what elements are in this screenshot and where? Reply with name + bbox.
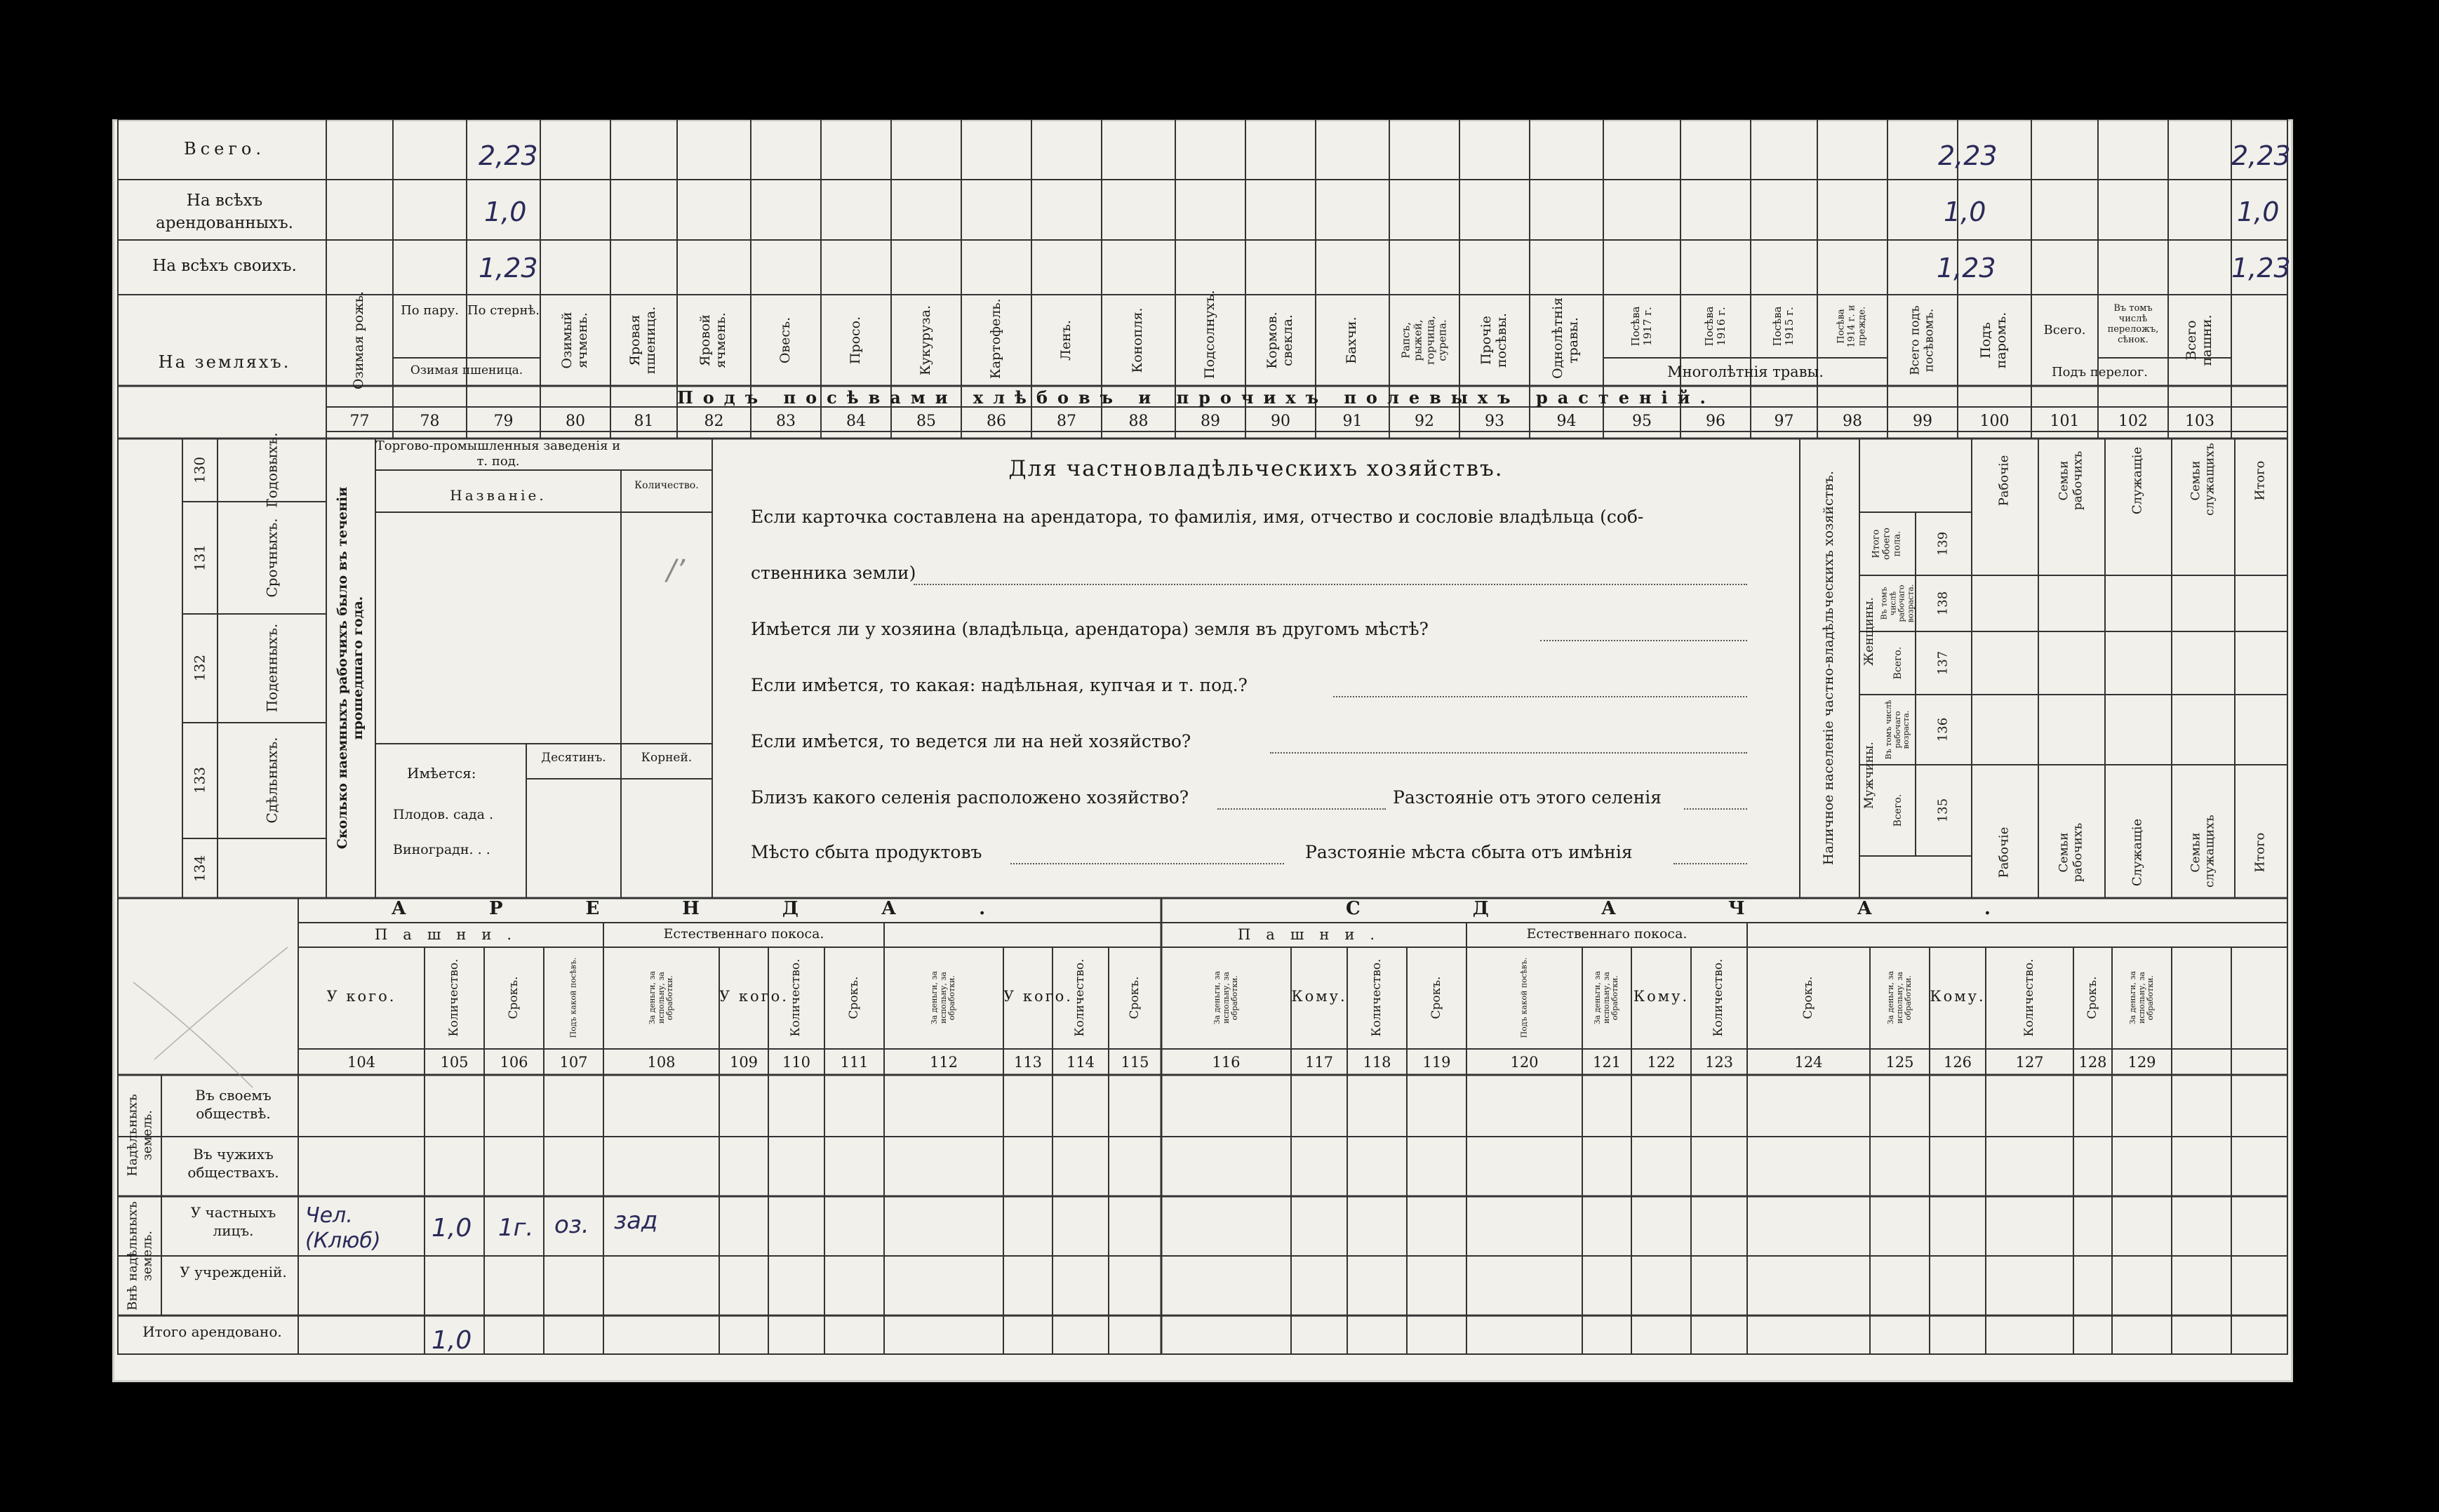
lease-header-from_whom: У кого. bbox=[326, 988, 396, 1005]
lease-header-term: Срокъ. bbox=[1127, 976, 1142, 1019]
lease-col-num: 109 bbox=[729, 1054, 759, 1071]
lease-col-num: 119 bbox=[1422, 1054, 1451, 1071]
orchard-label: Плодов. сада . bbox=[393, 807, 494, 822]
pop-n139: 139 bbox=[1935, 531, 1951, 556]
crop-col-num: 92 bbox=[1415, 413, 1434, 430]
hdr-c93: Прочіе посѣвы. bbox=[1478, 312, 1509, 368]
crop-col-num: 86 bbox=[987, 413, 1006, 430]
lease-header-to_whom: Кому. bbox=[1291, 988, 1347, 1005]
lease-header-term: Срокъ. bbox=[506, 976, 521, 1019]
hdr-c92: Рапсъ, рыжей, горчица, сурепа. bbox=[1399, 316, 1449, 365]
num-130: 130 bbox=[191, 456, 208, 484]
row-label-total: Всего. bbox=[184, 139, 265, 159]
pop-n137: 137 bbox=[1935, 650, 1951, 676]
lease-col-num: 111 bbox=[840, 1054, 869, 1071]
crop-col-num: 101 bbox=[2050, 413, 2080, 430]
hdr-c85: Кукуруза. bbox=[918, 305, 934, 376]
orchard-has: Имѣется: bbox=[407, 765, 476, 782]
num-132: 132 bbox=[191, 654, 208, 682]
crop-col-num: 79 bbox=[493, 413, 514, 430]
crop-col-num: 99 bbox=[1913, 413, 1932, 430]
label-131: Срочныхъ. bbox=[263, 518, 281, 598]
hdr-c94: Однолѣтнія травы. bbox=[1550, 297, 1581, 379]
crop-col-num: 103 bbox=[2185, 413, 2214, 430]
private-line-3: Имѣется ли у хозяина (владѣльца, арендатора) земля въ другомъ мѣстѣ? bbox=[751, 619, 1429, 639]
hw-lease-payment: зад bbox=[614, 1207, 658, 1235]
lease-header-payment: За деньги, за испольну, за обработки. bbox=[930, 970, 957, 1025]
hw-own-79: 1,23 bbox=[479, 253, 538, 283]
hdr-winter-wheat: Озимая пшеница. bbox=[410, 363, 523, 377]
lease-header-to_whom: Кому. bbox=[1633, 988, 1690, 1005]
lease-header-payment: За деньги, за испольну, за обработки. bbox=[1212, 970, 1239, 1025]
crop-col-num: 102 bbox=[2118, 413, 2148, 430]
hdr-c101: Всего. bbox=[2043, 323, 2086, 337]
row-institutions: У учрежденій. bbox=[180, 1264, 287, 1280]
lease-col-num: 124 bbox=[1794, 1054, 1823, 1071]
num-133: 133 bbox=[191, 766, 208, 794]
private-line-5: Если имѣется, то ведется ли на ней хозяйство? bbox=[751, 731, 1191, 751]
pop-women-working: Въ томъ числѣ рабочаго возраста. bbox=[1879, 584, 1916, 623]
sowing-band-title: Подъ посѣвами хлѣбовъ и прочихъ полевыхъ растеній. bbox=[677, 387, 1716, 408]
private-line-1: Если карточка составлена на арендатора, то фамилія, имя, отчество и сословіе владѣльца (соб- bbox=[751, 507, 1644, 527]
row-label-lands: На земляхъ. bbox=[158, 352, 291, 372]
lease-col-num: 118 bbox=[1363, 1054, 1391, 1071]
private-line-7a: Мѣсто сбыта продуктовъ bbox=[751, 842, 982, 862]
crop-col-num: 93 bbox=[1485, 413, 1504, 430]
crop-col-num: 97 bbox=[1774, 413, 1794, 430]
lease-col-num: 107 bbox=[559, 1054, 588, 1071]
row-own-society: Въ своемъ обществѣ. bbox=[195, 1087, 272, 1122]
lease-header-qty: Количество. bbox=[2022, 958, 2036, 1037]
hdr-c88: Конопля. bbox=[1130, 307, 1146, 373]
lease-col-num: 120 bbox=[1510, 1054, 1539, 1071]
row-non-allotment: Внѣ надѣльныхъ земель. bbox=[125, 1201, 154, 1311]
hdr-c91: Бахчи. bbox=[1344, 316, 1360, 364]
row-label-rented: На всѣхъ арендованныхъ. bbox=[156, 192, 293, 233]
hdr-c99: Всего подъ посѣвомъ. bbox=[1908, 305, 1936, 375]
hw-lease-from-whom: Чел. (Клюб) bbox=[305, 1203, 381, 1253]
hw-lease-term: 1г. bbox=[498, 1214, 534, 1242]
lease-header-payment: За деньги, за испольну, за обработки. bbox=[647, 970, 674, 1025]
num-134: 134 bbox=[191, 855, 208, 883]
hw-total-99: 2,23 bbox=[1938, 140, 1998, 171]
lease-col-num: 117 bbox=[1304, 1054, 1334, 1071]
crop-col-num: 78 bbox=[420, 413, 440, 430]
sdacha-hay: Естественнаго покоса. bbox=[1526, 926, 1688, 942]
private-title: Для частновладѣльческихъ хозяйствъ. bbox=[1008, 456, 1504, 481]
lease-header-qty: Количество. bbox=[446, 958, 461, 1037]
lease-header-from_whom: У кого. bbox=[719, 988, 789, 1005]
crop-col-num: 81 bbox=[634, 413, 654, 430]
pop-men-working: Въ томъ числѣ рабочаго возраста. bbox=[1884, 700, 1911, 760]
lease-col-num: 104 bbox=[347, 1054, 376, 1071]
label-133: Сдѣльныхъ. bbox=[263, 737, 281, 824]
hdr-perennial: Многолѣтнія травы. bbox=[1667, 363, 1824, 380]
lease-header-sowing: Подъ какой посѣвъ. bbox=[568, 957, 578, 1038]
crop-col-num: 98 bbox=[1843, 413, 1862, 430]
census-card-sheet: Всего. На всѣхъ арендованныхъ. На всѣхъ своихъ. На земляхъ. 2,23 1,0 1,23 2,23 1,0 1,23 2,23 1,0 1,23 Озимая рожь. По пару. По стернѣ. Озимая пшеница. Озимый ячмень. Яровая пшеница. Яровой ячмень. Овесъ. Просо. Кукуруза. Картофель. Ленъ. Конопля. Подсолнухъ. Кормов. свекла. Бахчи. Рапсъ, рыжей, горчица, сурепа. Прочіе посѣвы. Однолѣтнія травы. Посѣва 1917 г. Посѣва 1916 г. Посѣва 1915 г. Посѣва 1914 г. и прежде. Многолѣтнія травы. Всего подъ посѣвомъ. Подъ паромъ. Всего. Въ томъ числѣ переложъ, сѣнок. Подъ перелог. Всего пашни. Подъ посѣвами хлѣбовъ и прочихъ полевыхъ растеній. 77 78 79 80 81 82 83 84 85 86 87 88 89 90 91 92 93 94 95 96 97 98 99 100 101 102 103 130 Годовыхъ. 131 Срочныхъ. 132 Поденныхъ. 133 Сдѣльныхъ. 134 Сколько наемныхъ рабочихъ было въ теченіи прошедшаго года. Торгово-промышленныя заведенія и т. под. Названіе. Количество. Имѣется: Десятинъ. Корней. Плодов. сада . Виноградн. . . Для частновладѣльческихъ хозяйствъ. Если карточка составлена на арендатора, то фамилія, имя, отчество и сословіе владѣльца (соб- ственника земли) Имѣется ли у хозяина (владѣльца, арендатора) земля въ другомъ мѣстѣ? Если имѣется, то какая: надѣльная, купчая и т. под.? Если имѣется, то ведется ли на ней хозяйство? Близъ какого селенія расположено хозяйство? Разстояніе отъ этого селенія Мѣсто сбыта продуктовъ Разстояніе мѣста сбыта отъ имѣнія /’ Наличное населеніе частно-владѣльческихъ хозяйствъ. Итого обоего пола. 139 Женщины. Въ томъ числѣ рабочаго возраста. 138 Всего. 137 Мужчины. Въ томъ числѣ рабочаго возраста. 136 Всего. 135 Рабочіе Семьи рабочихъ Служащіе Семьи служащихъ Итого Рабочіе Семьи рабочихъ Служащіе Семьи служащихъ Итого АРЕНДА. СДАЧА. Пашни. Естественнаго покоса. Пашни. Естественнаго покоса. У кого. Количество. Срокъ. Подъ какой посѣвъ. За деньги, за испольну, за обработки. У кого. Количество. Срокъ. За деньги, за испольну, за обработки. У кого. Количество. Срокъ. За деньги, за испольну, за обработки. Кому. Количество. Срокъ. Подъ какой посѣвъ. За деньги, за испольну, за обработки. Кому. Количество. Срокъ. За деньги, за испольну, за обработки. Кому. Количество. Срокъ. За деньги, за испольну, за обработки. 104 105 106 107 108 109 110 111 112 113 114 115 116 117 118 119 120 121 122 123 124 125 126 127 128 129 Надѣльныхъ земель. Внѣ надѣльныхъ земель. Въ своемъ обществѣ. Въ чужихъ обществахъ. У частныхъ лицъ. У учрежденій. Итого арендовано. Чел. (Клюб) 1,0 1г. оз. зад 1,0 bbox=[112, 119, 2293, 1382]
pop-workers-top: Рабочіе bbox=[1996, 455, 2012, 507]
lease-col-num: 108 bbox=[647, 1054, 676, 1071]
row-private-persons: У частныхъ лицъ. bbox=[190, 1204, 276, 1239]
crop-col-num: 77 bbox=[349, 413, 370, 430]
lease-header-sowing: Подъ какой посѣвъ. bbox=[1519, 957, 1529, 1038]
private-line-6b: Разстояніе отъ этого селенія bbox=[1393, 787, 1662, 808]
hdr-c83: Овесъ. bbox=[777, 316, 794, 364]
crop-col-num: 88 bbox=[1128, 413, 1149, 430]
lease-col-num: 127 bbox=[2015, 1054, 2044, 1071]
hdr-c84: Просо. bbox=[848, 316, 864, 365]
crop-col-num: 85 bbox=[916, 413, 936, 430]
trade-name-header: Названіе. bbox=[450, 487, 547, 504]
lease-header-payment: За деньги, за испольну, за обработки. bbox=[1593, 970, 1620, 1025]
row-other-society: Въ чужихъ обществахъ. bbox=[187, 1146, 279, 1181]
hw-total-103: 2,23 bbox=[2231, 140, 2291, 171]
lease-header-term: Срокъ. bbox=[846, 976, 861, 1019]
lease-header-term: Срокъ. bbox=[1800, 976, 1815, 1019]
hw-own-99: 1,23 bbox=[1937, 253, 1996, 283]
lease-col-num: 129 bbox=[2127, 1054, 2156, 1071]
hdr-c89: Подсолнухъ. bbox=[1202, 290, 1218, 379]
hdr-c80: Озимый ячмень. bbox=[559, 312, 590, 369]
pop-worker-families-bottom: Семьи рабочихъ bbox=[2057, 822, 2085, 883]
lease-col-num: 112 bbox=[929, 1054, 958, 1071]
lease-header-qty: Количество. bbox=[1073, 958, 1088, 1037]
crop-col-num: 95 bbox=[1632, 413, 1652, 430]
hdr-c77: Озимая рожь. bbox=[351, 290, 367, 390]
lease-col-num: 110 bbox=[782, 1054, 811, 1071]
crop-col-num: 100 bbox=[1979, 413, 2010, 430]
hdr-c95: Посѣва 1917 г. bbox=[1629, 306, 1654, 347]
pop-worker-families-top: Семьи рабочихъ bbox=[2057, 450, 2085, 511]
pop-servants-top: Служащіе bbox=[2130, 446, 2145, 515]
hdr-c102: Въ томъ числѣ переложъ, сѣнок. bbox=[2107, 303, 2159, 345]
lease-col-num: 105 bbox=[440, 1054, 469, 1071]
pop-itogo-bottom: Итого bbox=[2252, 832, 2268, 873]
lease-col-num: 114 bbox=[1066, 1054, 1095, 1071]
num-131: 131 bbox=[191, 544, 208, 572]
lease-col-num: 113 bbox=[1013, 1054, 1043, 1071]
lease-col-num: 125 bbox=[1885, 1054, 1914, 1071]
lease-col-num: 116 bbox=[1212, 1054, 1241, 1071]
orchard-roots: Корней. bbox=[641, 751, 693, 765]
workers-vertical-title: Сколько наемныхъ рабочихъ было въ теченіи прошедшаго года. bbox=[335, 486, 366, 850]
row-total-rented: Итого арендовано. bbox=[142, 1323, 282, 1340]
pop-women-total: Всего. bbox=[1892, 646, 1904, 680]
hdr-c81: Яровая пшеница. bbox=[627, 306, 658, 375]
hw-total-qty: 1,0 bbox=[432, 1326, 472, 1355]
pop-itogo-top: Итого bbox=[2252, 460, 2268, 501]
arenda-pashni: Пашни. bbox=[374, 926, 528, 943]
lease-col-num: 123 bbox=[1704, 1054, 1734, 1071]
label-130: Годовыхъ. bbox=[263, 432, 281, 508]
crop-col-num: 84 bbox=[846, 413, 866, 430]
pop-n136: 136 bbox=[1935, 717, 1951, 742]
pop-n138: 138 bbox=[1935, 591, 1951, 616]
private-line-7b: Разстояніе мѣста сбыта отъ имѣнія bbox=[1305, 842, 1633, 862]
private-line-6a: Близъ какого селенія расположено хозяйство? bbox=[751, 787, 1189, 808]
hdr-c98: Посѣва 1914 г. и прежде. bbox=[1836, 305, 1868, 348]
hdr-c87: Ленъ. bbox=[1058, 320, 1074, 361]
lease-col-num: 122 bbox=[1647, 1054, 1676, 1071]
hdr-c79: По стернѣ. bbox=[467, 303, 540, 318]
hw-lease-qty: 1,0 bbox=[432, 1214, 472, 1243]
lease-header-to_whom: Кому. bbox=[1930, 988, 1986, 1005]
arenda-title: АРЕНДА. bbox=[391, 898, 1069, 919]
lease-col-num: 115 bbox=[1121, 1054, 1149, 1071]
lease-header-term: Срокъ. bbox=[2085, 976, 2099, 1019]
orchard-desyatin: Десятинъ. bbox=[541, 751, 606, 765]
crop-col-num: 91 bbox=[1342, 413, 1363, 430]
lease-header-payment: За деньги, за испольну, за обработки. bbox=[1885, 970, 1913, 1025]
lease-header-qty: Количество. bbox=[1369, 958, 1384, 1037]
crop-col-num: 82 bbox=[704, 413, 724, 430]
crop-col-num: 89 bbox=[1201, 413, 1220, 430]
label-132: Поденныхъ. bbox=[263, 623, 281, 713]
pop-men: Мужчины. bbox=[1862, 742, 1877, 809]
hdr-c97: Посѣва 1915 г. bbox=[1770, 306, 1796, 347]
arenda-hay: Естественнаго покоса. bbox=[663, 926, 824, 942]
crop-col-num: 83 bbox=[776, 413, 796, 430]
hdr-c78: По пару. bbox=[401, 303, 459, 318]
lease-header-payment: За деньги, за испольну, за обработки. bbox=[2127, 970, 2155, 1025]
hw-rented-103: 1,0 bbox=[2237, 196, 2280, 227]
private-line-4: Если имѣется, то какая: надѣльная, купчая и т. под.? bbox=[751, 675, 1248, 695]
lease-col-num: 121 bbox=[1592, 1054, 1622, 1071]
pop-workers-bottom: Рабочіе bbox=[1996, 827, 2012, 878]
crop-col-num: 87 bbox=[1057, 413, 1076, 430]
row-label-own: На всѣхъ своихъ. bbox=[152, 257, 297, 275]
sdacha-title: СДАЧА. bbox=[1346, 898, 2103, 919]
hdr-c82: Яровой ячмень. bbox=[697, 312, 728, 368]
hdr-c103: Всего пашни. bbox=[2184, 314, 2214, 366]
hw-total-79: 2,23 bbox=[479, 140, 538, 171]
pop-total-both: Итого обоего пола. bbox=[1871, 528, 1903, 560]
pop-servants-bottom: Служащіе bbox=[2130, 818, 2145, 887]
pop-women: Женщины. bbox=[1862, 597, 1877, 666]
hdr-c90: Кормов. свекла. bbox=[1264, 312, 1295, 369]
hw-own-103: 1,23 bbox=[2231, 253, 2291, 283]
sdacha-pashni: Пашни. bbox=[1237, 926, 1391, 943]
hdr-c100: Подъ паромъ. bbox=[1978, 312, 2009, 369]
crop-col-num: 94 bbox=[1556, 413, 1577, 430]
hw-lease-sowing: оз. bbox=[554, 1211, 589, 1239]
pop-n135: 135 bbox=[1935, 798, 1951, 823]
vineyard-label: Виноградн. . . bbox=[393, 842, 490, 857]
lease-header-term: Срокъ. bbox=[1429, 976, 1443, 1019]
lease-col-num: 126 bbox=[1943, 1054, 1972, 1071]
lease-header-qty: Количество. bbox=[789, 958, 803, 1037]
lease-col-num: 106 bbox=[500, 1054, 528, 1071]
hdr-c96: Посѣва 1916 г. bbox=[1702, 306, 1728, 347]
lease-col-num: 128 bbox=[2078, 1054, 2107, 1071]
population-title: Наличное населеніе частно-владѣльческихъ хозяйствъ. bbox=[1821, 471, 1837, 865]
crop-col-num: 90 bbox=[1271, 413, 1290, 430]
pop-men-total: Всего. bbox=[1892, 794, 1904, 827]
trade-qty-header: Количество. bbox=[634, 480, 699, 491]
crop-col-num: 96 bbox=[1706, 413, 1725, 430]
hw-rented-99: 1,0 bbox=[1944, 196, 1986, 227]
hw-rented-79: 1,0 bbox=[484, 196, 527, 227]
hdr-c86: Картофель. bbox=[988, 298, 1004, 379]
pop-servant-families-top: Семьи служащихъ bbox=[2189, 443, 2217, 516]
lease-header-qty: Количество. bbox=[1711, 958, 1726, 1037]
row-allotment: Надѣльныхъ земель. bbox=[125, 1094, 154, 1177]
crop-col-num: 80 bbox=[566, 413, 585, 430]
trade-title: Торгово-промышленныя заведенія и т. под. bbox=[375, 439, 621, 469]
hdr-fallow: Подъ перелог. bbox=[2051, 365, 2149, 380]
private-line-2: ственника земли) bbox=[751, 563, 916, 583]
lease-header-from_whom: У кого. bbox=[1003, 988, 1073, 1005]
pop-servant-families-bottom: Семьи служащихъ bbox=[2189, 815, 2217, 888]
